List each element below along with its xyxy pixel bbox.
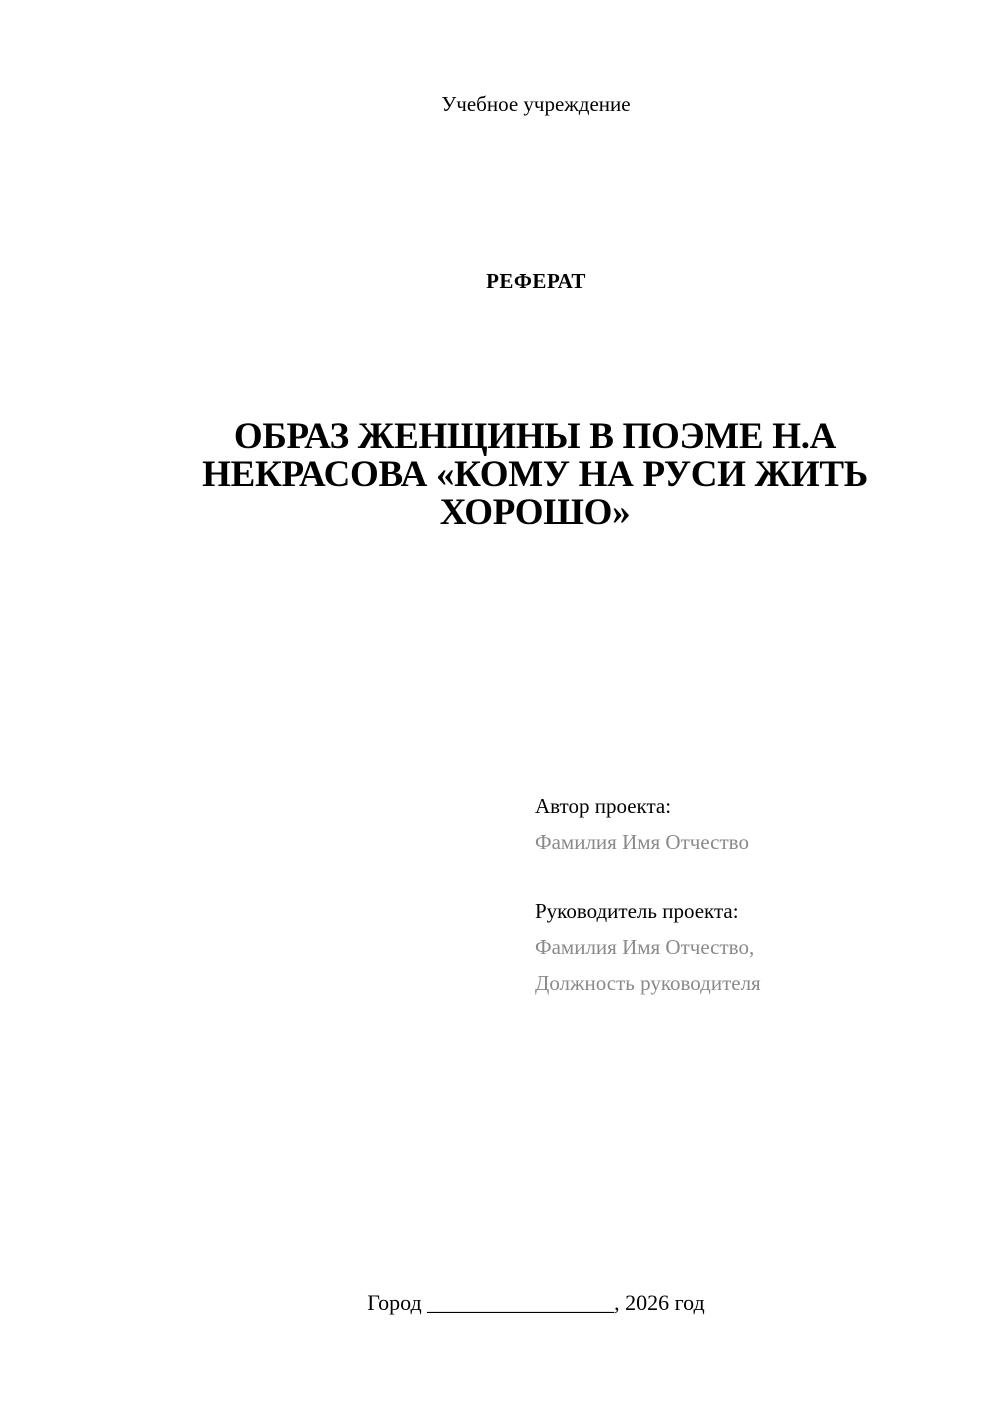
supervisor-name: Фамилия Имя Отчество, bbox=[535, 935, 755, 959]
document-type: РЕФЕРАТ bbox=[486, 269, 586, 293]
author-name: Фамилия Имя Отчество bbox=[535, 830, 749, 854]
city-year-line: Город _________________, 2026 год bbox=[367, 1290, 705, 1315]
credits-block bbox=[535, 788, 975, 1001]
author-label: Автор проекта: bbox=[535, 794, 672, 818]
supervisor-label: Руководитель проекта: bbox=[535, 899, 739, 923]
credits-spacer bbox=[535, 860, 975, 893]
supervisor-position: Должность руководителя bbox=[535, 971, 761, 995]
document-title bbox=[150, 418, 920, 532]
title-line: НЕКРАСОВА «КОМУ НА РУСИ ЖИТЬ bbox=[202, 454, 868, 495]
title-line: ХОРОШО» bbox=[439, 492, 631, 533]
title-line: ОБРАЗ ЖЕНЩИНЫ В ПОЭМЕ Н.А bbox=[233, 416, 837, 457]
institution-name: Учебное учреждение bbox=[441, 92, 631, 116]
